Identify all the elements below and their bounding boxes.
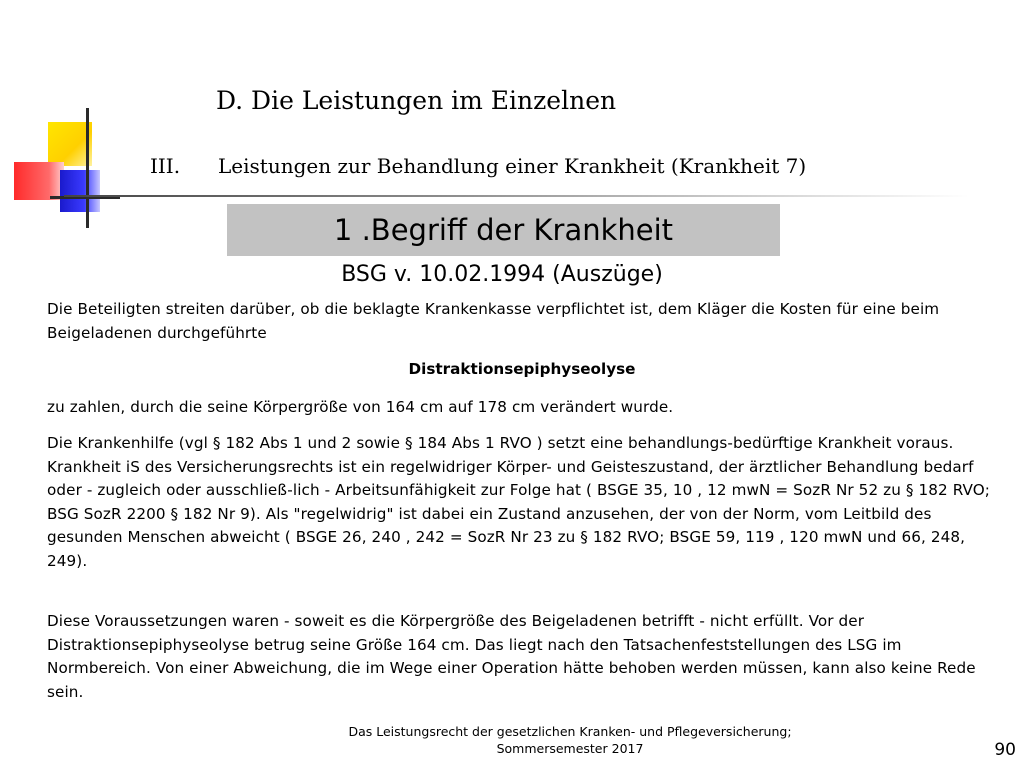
paragraph-2: zu zahlen, durch die seine Körpergröße von 164 cm auf 178 cm verändert wurde.: [47, 398, 674, 416]
page-number: 90: [994, 740, 1016, 760]
logo-blue-square: [60, 170, 100, 212]
footer-line-2: Sommersemester 2017: [496, 741, 644, 756]
decorative-logo: [10, 108, 140, 233]
section-number: III.: [150, 154, 181, 178]
header-divider: [64, 195, 969, 197]
logo-vertical-line: [86, 108, 89, 228]
term-bold: Distraktionsepiphyseolyse: [408, 360, 636, 378]
section-heading: [150, 154, 806, 178]
logo-red-square: [14, 162, 64, 200]
paragraph-4: Diese Voraussetzungen waren - soweit es die Körpergröße des Beigeladenen betrifft - nicht erfüllt. Vor der Distraktionsepiphyseolyse betrug seine Größe 164 cm. Das liegt nach den Tatsachenfeststellungen des LSG im Normbereich. Von einer Abweichung, die im Wege einer Operation hätte behoben werden müssen, kann also keine Rede sein.: [47, 612, 976, 701]
paragraph-3: Die Krankenhilfe (vgl § 182 Abs 1 und 2 sowie § 184 Abs 1 RVO ) setzt eine behandlungs-bedürftige Krankheit voraus. Krankheit iS des Versicherungsrechts ist ein regelwidriger Körper- und Geisteszustand, der ärztlicher Behandlung bedarf oder - zugleich oder ausschließ-lich - Arbeitsunfähigkeit zur Folge hat ( BSGE 35, 10 , 12 mwN = SozR Nr 52 zu § 182 RVO; BSG SozR 2200 § 182 Nr 9). Als "regelwidrig" ist dabei ein Zustand anzusehen, der von der Norm, vom Leitbild des gesunden Menschen abweicht ( BSGE 26, 240 , 242 = SozR Nr 23 zu § 182 RVO; BSGE 59, 119 , 120 mwN und 66, 248, 249).: [47, 434, 991, 570]
section-title: Leistungen zur Behandlung einer Krankheit (Krankheit 7): [218, 154, 807, 178]
topic-band: 1 .Begriff der Krankheit: [227, 204, 780, 256]
footer-line-1: Das Leistungsrecht der gesetzlichen Kranken- und Pflegeversicherung;: [348, 724, 792, 739]
paragraph-1: Die Beteiligten streiten darüber, ob die beklagte Krankenkasse verpflichtet ist, dem Kläger die Kosten für eine beim Beigeladenen durchgeführte: [47, 300, 940, 342]
subheading: BSG v. 10.02.1994 (Auszüge): [341, 262, 663, 287]
page-title: D. Die Leistungen im Einzelnen: [216, 86, 617, 115]
footer: [290, 723, 850, 757]
